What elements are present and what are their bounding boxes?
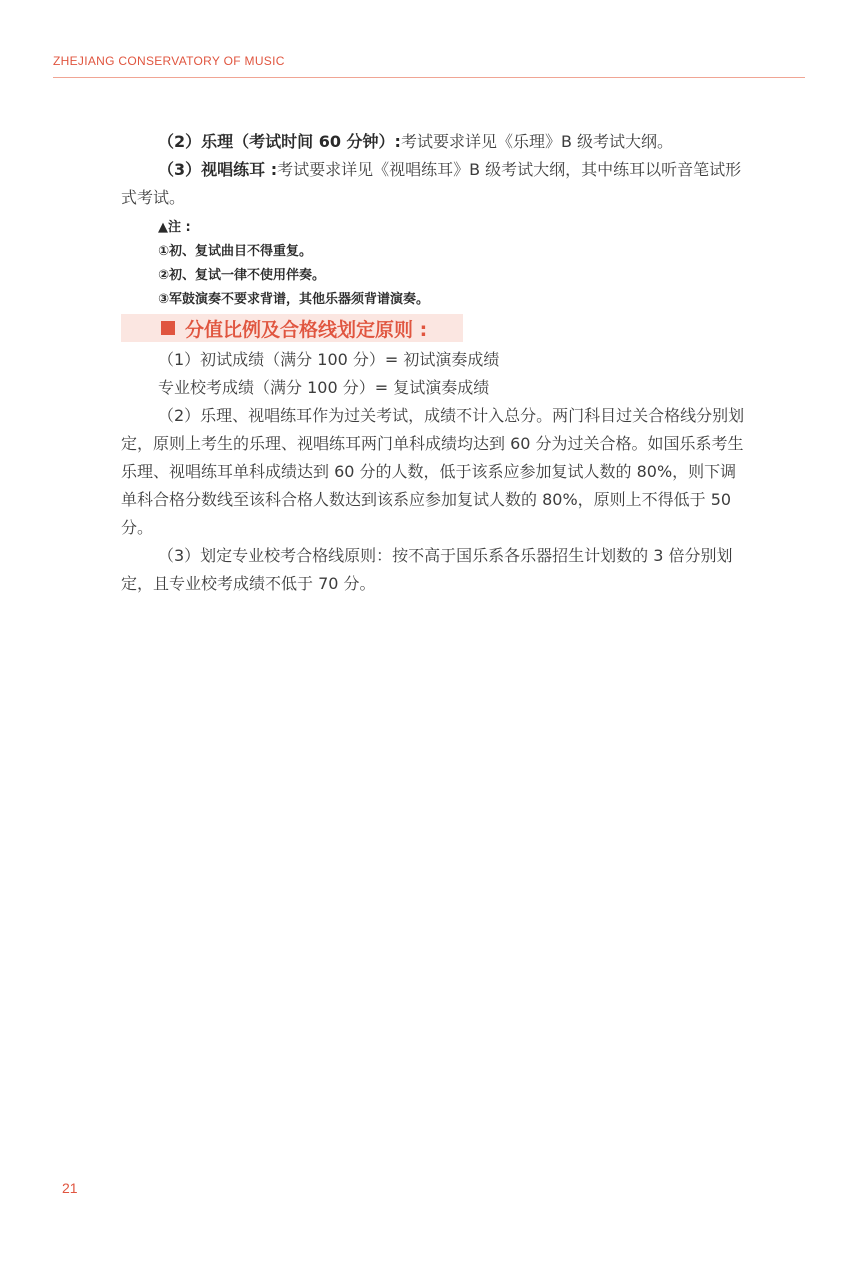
section-paragraph: （1）初试成绩（满分 100 分）= 初试演奏成绩 <box>158 350 500 369</box>
section-title: 分值比例及合格线划定原则 : <box>185 318 428 341</box>
item-music-theory <box>121 128 746 156</box>
page-number: 21 <box>62 1180 78 1196</box>
section-paragraph: （3）划定专业校考合格线原则：按不高于国乐系各乐器招生计划数的 3 倍分别划定，且专业校考成绩不低于 70 分。 <box>121 546 733 593</box>
header-title: ZHEJIANG CONSERVATORY OF MUSIC <box>53 54 285 68</box>
note-line: ②初、复试一律不使用伴奏。 <box>158 268 326 283</box>
section-paragraph: 专业校考成绩（满分 100 分）= 复试演奏成绩 <box>158 378 490 397</box>
item-solfeggio-text: 考试要求详见《视唱练耳》B 级考试大纲，其中练耳以听音笔试形式考试。 <box>121 160 742 207</box>
item-solfeggio <box>121 156 746 212</box>
note-line: ①初、复试曲目不得重复。 <box>158 244 313 259</box>
notes-heading: ▲注 : <box>158 220 191 235</box>
item-music-theory-text: 考试要求详见《乐理》B 级考试大纲。 <box>400 132 674 151</box>
note-line: ③军鼓演奏不要求背谱，其他乐器须背谱演奏。 <box>158 292 430 307</box>
page-content <box>121 128 746 598</box>
section-body <box>121 346 746 598</box>
page-header <box>53 54 805 78</box>
square-bullet-icon <box>161 321 175 335</box>
section-paragraph: （2）乐理、视唱练耳作为过关考试，成绩不计入总分。两门科目过关合格线分别划定，原则上考生的乐理、视唱练耳两门单科成绩均达到 60 分为过关合格。如国乐系考生乐理、视唱练耳单科成绩达到 60 分的人数，低于该系应参加复试人数的 80%，则下调单科合格分数线至该科合格人数达到该系应参加复试人数的 80%，原则上不得低于 50 分。 <box>121 406 745 537</box>
notes-block <box>121 216 746 312</box>
item-solfeggio-label: （3）视唱练耳 : <box>158 160 278 179</box>
item-music-theory-label: （2）乐理（考试时间 60 分钟）: <box>158 132 401 151</box>
section-heading <box>121 314 463 342</box>
header-divider <box>53 77 805 78</box>
